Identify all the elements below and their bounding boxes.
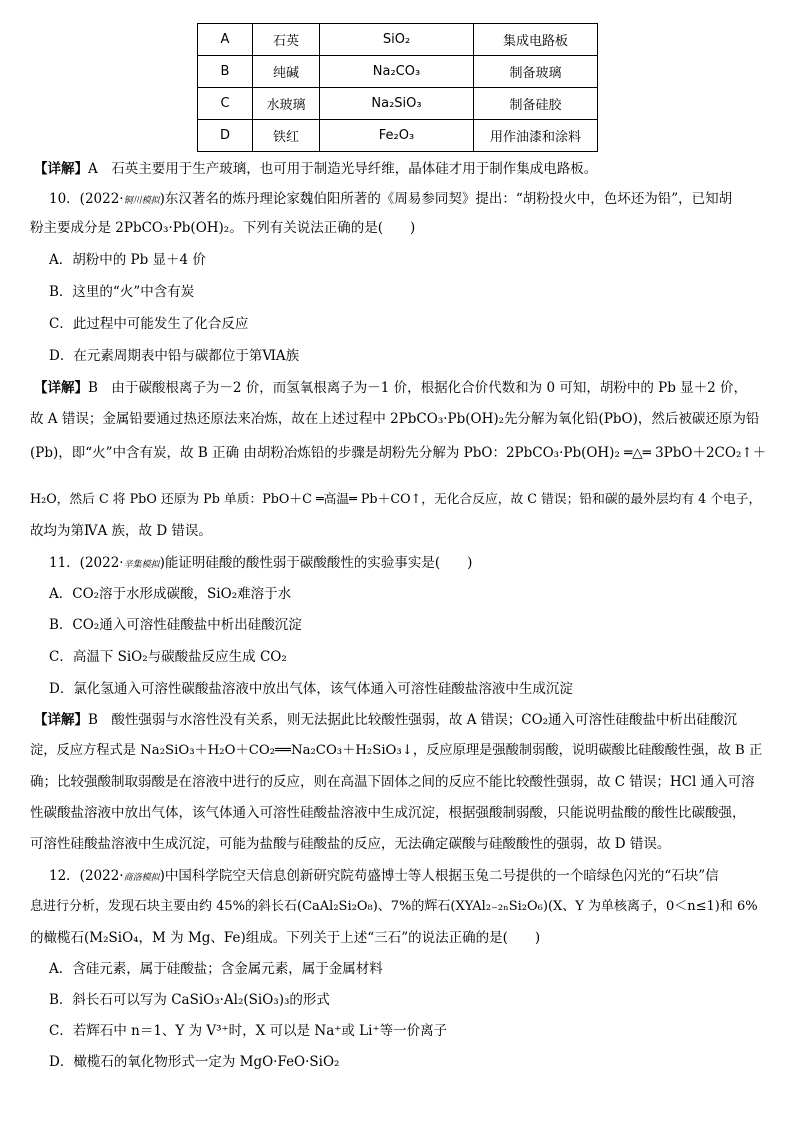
q11-option-b: B．CO₂通入可溶性硅酸盐中析出硅酸沉淀 (49, 617, 302, 633)
q11-detail-line5: 可溶性硅酸盐溶液中生成沉淀，可能为盐酸与硅酸盐的反应，无法确定碳酸与硅酸酸性的强弱，故 D 错误。 (30, 836, 671, 852)
q10-stem-line2: 粉主要成分是 2PbCO₃·Pb(OH)₂。下列有关说法正确的是( ) (30, 220, 416, 236)
q12-stem-line2: 息进行分析，发现石块主要由约 45%的斜长石(CaAl₂Si₂O₈)、7%的辉石(XYAl₂₋₂ₙSi₂O₆)(X、Y 为单核离子，0＜n≤1)和 6% (30, 899, 758, 914)
q12-option-a: A．含硅元素，属于硅酸盐；含金属元素，属于金属材料 (49, 961, 383, 977)
q10-detail-line5: 故均为第ⅣA 族，故 D 错误。 (30, 523, 212, 539)
table-row: B 纯碱 Na₂CO₃ 制备玻璃 (198, 56, 598, 88)
q11-stem: 11．(2022·辛集模拟)能证明硅酸的酸性弱于碳酸酸性的实验事实是( ) (49, 555, 473, 571)
q11-detail-line1: 【详解】B 酸性强弱与水溶性没有关系，则无法据此比较酸性强弱，故 A 错误；CO₂通入可溶性硅酸盐中析出硅酸沉 (34, 712, 738, 728)
table-row: A 石英 SiO₂ 集成电路板 (198, 24, 598, 56)
q10-detail-line3: (Pb)，即“火”中含有炭，故 B 正确 由胡粉冶炼铅的步骤是胡粉先分解为 PbO：2PbCO₃·Pb(OH)₂ ═△═ 3PbO＋2CO₂↑＋ (30, 445, 767, 461)
q11-option-d: D．氯化氢通入可溶性碳酸盐溶液中放出气体，该气体通入可溶性硅酸盐溶液中生成沉淀 (49, 681, 573, 697)
q11-option-c: C．高温下 SiO₂与碳酸盐反应生成 CO₂ (49, 649, 287, 665)
q10-option-d: D．在元素周期表中铅与碳都位于第ⅥA族 (49, 348, 300, 364)
q12-option-b: B．斜长石可以写为 CaSiO₃·Al₂(SiO₃)₃的形式 (49, 992, 330, 1008)
q12-stem-line3: 的橄榄石(M₂SiO₄，M 为 Mg、Fe)组成。下列关于上述“三石”的说法正确的是( ) (30, 930, 541, 946)
q10-option-a: A．胡粉中的 Pb 显＋4 价 (49, 252, 206, 268)
table-row: C 水玻璃 Na₂SiO₃ 制备硅胶 (198, 88, 598, 120)
q10-detail-line1: 【详解】B 由于碳酸根离子为－2 价，而氢氧根离子为－1 价，根据化合价代数和为 0 可知，胡粉中的 Pb 显＋2 价， (34, 380, 748, 396)
q11-detail-line4: 性碳酸盐溶液中放出气体，该气体通入可溶性硅酸盐溶液中生成沉淀，根据强酸制弱酸，只能说明盐酸的酸性比碳酸强， (30, 805, 746, 821)
q10-option-b: B．这里的“火”中含有炭 (49, 284, 195, 300)
q10-detail-line2: 故 A 错误；金属铅要通过热还原法来冶炼，故在上述过程中 2PbCO₃·Pb(OH)₂先分解为氧化铅(PbO)，然后被碳还原为铅 (30, 411, 760, 427)
q11-detail-line3: 确；比较强酸制取弱酸是在溶液中进行的反应，则在高温下固体之间的反应不能比较酸性强弱，故 C 错误；HCl 通入可溶 (30, 774, 755, 790)
table-row: D 铁红 Fe₂O₃ 用作油漆和涂料 (198, 120, 598, 152)
detail-prev: 【详解】A 石英主要用于生产玻璃，也可用于制造光导纤维，晶体硅才用于制作集成电路板。 (34, 161, 598, 177)
q12-option-c: C．若辉石中 n＝1、Y 为 V³⁺时，X 可以是 Na⁺或 Li⁺等一价离子 (49, 1023, 448, 1039)
q12-stem-line1: 12．(2022·商洛模拟)中国科学院空天信息创新研究院苟盛博士等人根据玉兔二号提供的一个暗绿色闪光的“石块”信 (49, 868, 719, 884)
q11-option-a: A．CO₂溶于水形成碳酸，SiO₂难溶于水 (49, 586, 292, 602)
answer-table (197, 23, 598, 152)
q10-detail-line4: H₂O，然后 C 将 PbO 还原为 Pb 单质：PbO＋C ═高温═ Pb＋CO↑，无化合反应，故 C 错误；铅和碳的最外层均有 4 个电子， (30, 492, 762, 507)
q11-detail-line2: 淀，反应方程式是 Na₂SiO₃＋H₂O＋CO₂══Na₂CO₃＋H₂SiO₃↓，反应原理是强酸制弱酸，说明碳酸比硅酸酸性强，故 B 正 (30, 743, 763, 758)
q10-stem-line1: 10．(2022·铜川模拟)东汉著名的炼丹理论家魏伯阳所著的《周易参同契》提出：“胡粉投火中，色坏还为铅”，已知胡 (49, 191, 733, 207)
q10-option-c: C．此过程中可能发生了化合反应 (49, 316, 249, 332)
q12-option-d: D．橄榄石的氧化物形式一定为 MgO·FeO·SiO₂ (49, 1054, 340, 1070)
